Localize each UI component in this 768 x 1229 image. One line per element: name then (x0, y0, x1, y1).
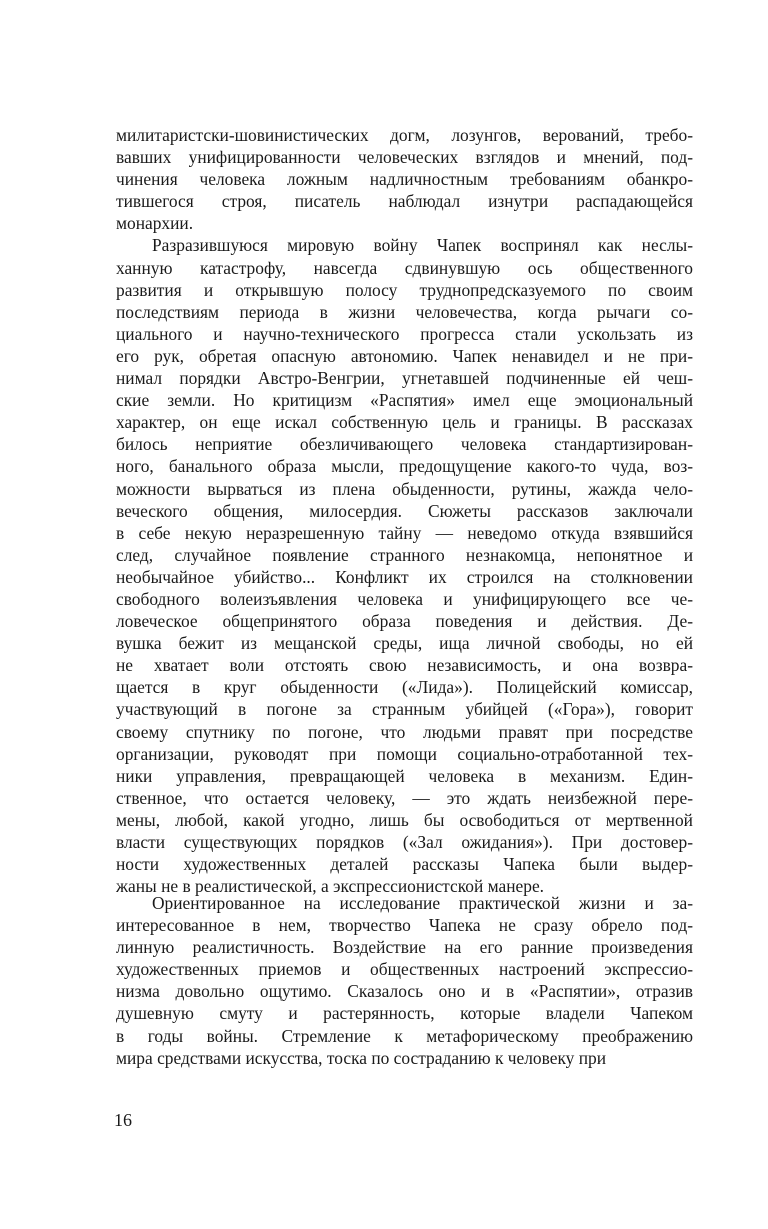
text-line: участвующий в погоне за странным убийцей («Гора»), говорит (116, 699, 693, 720)
text-line: ности художественных деталей рассказы Чапека были выдер- (116, 854, 693, 875)
text-line: Ориентированное на исследование практической жизни и за- (152, 893, 693, 913)
text-line: ханную катастрофу, навсегда сдвинувшую ось общественного (116, 257, 693, 278)
text-line: ственное, что остается человеку, — это ждать неизбежной пере- (116, 787, 693, 808)
text-line: жаны не в реалистической, а экспрессионистской манере. (116, 876, 545, 897)
text-line: след, случайное появление странного незнакомца, непонятное и (116, 544, 693, 565)
text-line: душевную смуту и растерянность, которые владели Чапеком (116, 1003, 693, 1024)
text-line: ловеческое общепринятого образа поведения и действия. Де- (116, 611, 693, 632)
text-line: организации, руководят при помощи социально-отработанной тех- (116, 743, 693, 764)
text-line: циального и научно-технического прогресса стали ускользать из (116, 323, 693, 344)
text-line: свободного волеизъявления человека и унифицирующего все че- (116, 588, 693, 609)
text-line: в себе некую неразрешенную тайну — неведомо откуда взявшийся (116, 522, 693, 543)
text-line: чинения человека ложным надличностным требованиям обанкро- (116, 169, 693, 190)
text-line: мира средствами искусства, тоска по состраданию к человеку при (116, 1047, 607, 1068)
text-line: ские земли. Но критицизм «Распятия» имел еще эмоциональный (116, 390, 693, 411)
text-line: ного, банального образа мысли, предощущение какого-то чуда, воз- (116, 456, 693, 477)
text-line: интересованное в нем, творчество Чапека не сразу обрело под- (116, 915, 693, 936)
text-line: веческого общения, милосердия. Сюжеты рассказов заключали (116, 500, 693, 521)
text-line: можности вырваться из плена обыденности, рутины, жажда чело- (116, 478, 693, 499)
text-line: последствиям периода в жизни человечества, когда рычаги со- (116, 301, 693, 322)
text-line: характер, он еще искал собственную цель и границы. В рассказах (116, 412, 693, 433)
text-line: вушка бежит из мещанской среды, ища личной свободы, но ей (116, 633, 693, 654)
text-line: вавших унифицированности человеческих взглядов и мнений, под- (116, 147, 693, 168)
text-line: Разразившуюся мировую войну Чапек воспринял как неслы- (152, 235, 693, 256)
text-line: в годы войны. Стремление к метафорическому преображению (116, 1025, 693, 1046)
text-line: его рук, обретая опасную автономию. Чапек ненавидел и не при- (116, 345, 693, 366)
page-number: 16 (114, 1110, 132, 1130)
text-block-1 (116, 124, 693, 897)
text-line: ники управления, превращающей человека в механизм. Един- (116, 765, 693, 786)
text-line: милитаристски-шовинистических догм, лозунгов, верований, требо- (116, 125, 693, 145)
text-line: необычайное убийство... Конфликт их строился на столкновении (116, 566, 693, 587)
text-line: своему спутнику по погоне, что людьми правят при посредстве (116, 721, 693, 742)
text-line: художественных приемов и общественных настроений экспрессио- (116, 959, 693, 980)
text-line: монархии. (116, 213, 194, 234)
text-line: не хватает воли отстоять свою независимость, и она возвра- (116, 655, 693, 676)
text-line: нимал порядки Австро-Венгрии, угнетавшей подчиненные ей чеш- (116, 368, 693, 389)
text-line: развития и открывшую полосу труднопредсказуемого по своим (116, 279, 693, 300)
text-line: власти существующих порядков («Зал ожидания»). При достовер- (116, 832, 693, 852)
text-block-2 (116, 892, 693, 1069)
text-line: тившегося строя, писатель наблюдал изнутри распадающейся (116, 191, 693, 212)
text-line: мены, любой, какой угодно, лишь бы освободиться от мертвенной (116, 809, 693, 830)
text-line: низма довольно ощутимо. Сказалось оно и в «Распятии», отразив (116, 981, 693, 1002)
text-line: билось неприятие обезличивающего человека стандартизирован- (116, 434, 693, 455)
text-line: линную реалистичность. Воздействие на его ранние произведения (116, 937, 693, 958)
text-line: щается в круг обыденности («Лида»). Полицейский комиссар, (116, 677, 693, 698)
